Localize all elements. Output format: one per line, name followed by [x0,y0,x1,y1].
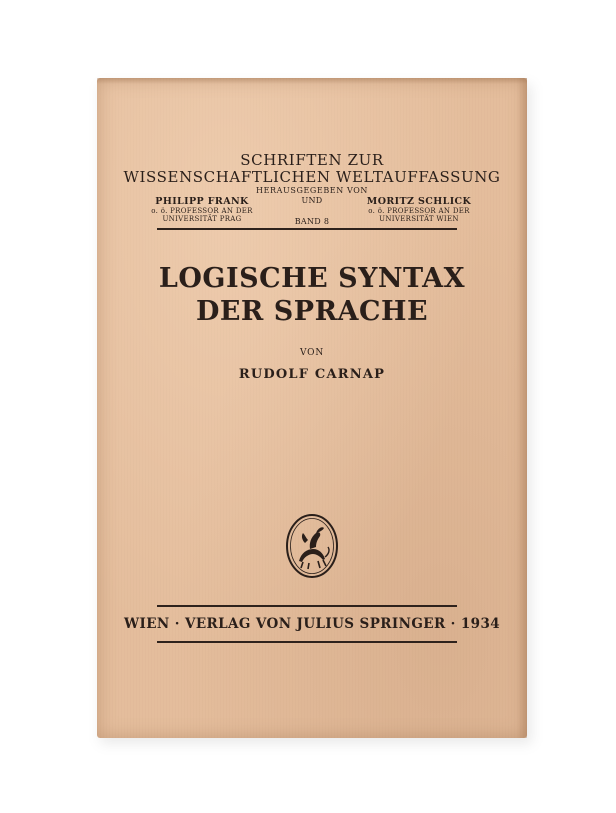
editor-right-affiliation-line1: o. ö. PROFESSOR AN DER [368,207,470,215]
imprint-top-rule [157,605,457,607]
editor-right-block [359,196,479,223]
editor-right-name: MORITZ SCHLICK [366,196,472,207]
author-name: RUDOLF CARNAP [238,367,386,382]
conjunction-volume-block [262,196,362,226]
book-cover [97,78,527,738]
conjunction-text: UND [301,196,323,205]
editor-left-name: PHILIPP FRANK [155,196,249,207]
book-title-line1: LOGISCHE SYNTAX [158,263,466,294]
editor-left-affiliation-line2: UNIVERSITÄT PRAG [162,215,242,223]
header-divider-rule [157,228,457,230]
editor-right-affiliation-line2: UNIVERSITÄT WIEN [379,215,459,223]
editors-label: HERAUSGEGEBEN VON [256,186,368,195]
series-title-line2: WISSENSCHAFTLICHEN WELTAUFFASSUNG [123,168,501,186]
book-title-line2: DER SPRACHE [195,296,429,327]
by-label: VON [300,348,324,358]
volume-number: BAND 8 [294,217,330,226]
publisher-imprint: WIEN · VERLAG VON JULIUS SPRINGER · 1934 [123,616,501,632]
cover-top-edge [97,78,527,84]
imprint-bottom-rule [157,641,457,643]
springer-knight-emblem-icon [285,513,339,579]
series-title-line1: SCHRIFTEN ZUR [240,151,384,169]
editor-left-block [147,196,257,223]
editor-left-affiliation-line1: o. ö. PROFESSOR AN DER [151,207,253,215]
